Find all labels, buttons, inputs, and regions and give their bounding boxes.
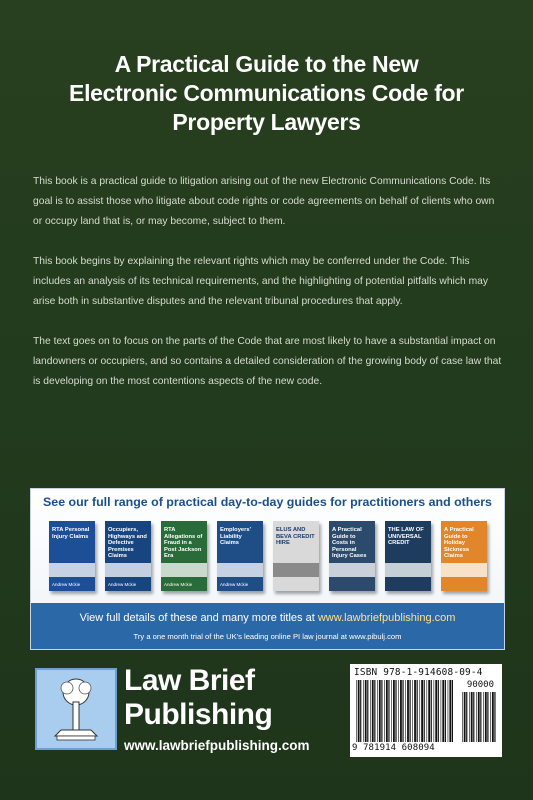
title-line: Electronic Communications Code for [69,80,464,106]
blurb [33,172,503,412]
barcode-bar [360,680,361,742]
book-thumbnail-title: RTA Personal Injury Claims [52,527,90,540]
promo-heading: See our full range of practical day-to-day guides for practitioners and others [43,495,492,509]
barcode-bar [427,680,428,742]
barcode-bar [478,692,480,742]
barcode-bar [356,680,357,742]
barcode-bar [419,680,420,742]
barcode-bar [386,680,388,742]
tree-logo-drawing [37,670,115,748]
book-thumbnails [49,521,489,601]
blurb-paragraph: The text goes on to focus on the parts of the Code that are most likely to have a substantial impact on landowners or occupiers, and so contains a detailed consideration of the growing body of case law that is developing on the most contentions aspects of the new code. [33,336,502,387]
barcode-bar [435,680,437,742]
barcode-bar [384,680,385,742]
barcode-bar [424,680,425,742]
barcode-bar [441,680,442,742]
isbn-barcode-box [350,664,502,757]
book-thumbnail [105,521,151,591]
barcode-bar [434,680,435,742]
barcode-digits: 9 781914 608094 [352,743,435,753]
book-thumbnail [329,521,375,591]
barcode-bar [363,680,364,742]
barcode-bar [407,680,409,742]
promo-website-link[interactable]: www.lawbriefpublishing.com [317,612,456,624]
promo-footer [31,603,504,649]
barcode-bar [448,680,449,742]
barcode-bar [412,680,413,742]
book-thumbnail-title: A Practical Guide to Holiday Sickness Claims [444,527,474,559]
barcode-bar [452,680,453,742]
book-thumbnail-author: Andrew Mckie [220,582,249,587]
barcode-bar [471,692,473,742]
barcode-bar [414,680,416,742]
book-thumbnail-title: ELUS AND BEVA CREDIT HIRE [276,527,315,546]
barcode-bar [377,680,378,742]
barcode-bar [431,680,432,742]
barcode-bar [405,680,406,742]
barcode-bar [469,692,470,742]
barcode-bar [483,692,484,742]
barcode-bar [494,692,495,742]
barcode-bar [462,692,463,742]
isbn-label: ISBN 978-1-914608-09-4 [354,667,483,678]
book-thumbnail-title: Occupiers, Highways and Defective Premises Claims [108,527,147,559]
blurb-paragraph: This book is a practical guide to litigation arising out of the new Electronic Communications Code. Its goal is to assist those who litigate about code rights or code agreements on behalf of clients who own or occupy land that is, or may become, subject to them. [33,176,495,227]
book-thumbnail-author: Andrew Mckie [52,582,81,587]
book-thumbnail [273,521,319,591]
title-line: A Practical Guide to the New [114,51,419,77]
barcode-bar [365,680,367,742]
barcode-bar [449,680,451,742]
barcode-bar [476,692,477,742]
book-thumbnail [49,521,95,591]
book-thumbnail [161,521,207,591]
barcode-bar [393,680,395,742]
barcode-bar [381,680,382,742]
barcode-bar [379,680,381,742]
promo-footer-text: View full details of these and many more titles at www.lawbriefpublishing.com [79,612,456,624]
blurb-paragraph: This book begins by explaining the relevant rights which may be conferred under the Code. This includes an analysis of its technical requirements, and the highlighting of potential pitfalls which may arise both in substantive disputes and the relevant tribunal procedures that apply. [33,256,489,307]
barcode-bar [370,680,371,742]
book-thumbnail-title: A Practical Guide to Costs in Personal Injury Cases [332,527,367,559]
barcode-bar [466,692,467,742]
barcode-bar [487,692,488,742]
barcode-bar [402,680,403,742]
promo-banner [30,488,505,650]
publisher-name-line: Law Brief [124,664,255,697]
barcode-bar [372,680,374,742]
book-title [20,50,513,137]
barcode-bar [388,680,389,742]
book-thumbnail-title: RTA Allegations of Fraud in a Post Jackson Era [164,527,203,559]
barcode-bar [421,680,423,742]
barcode-bar [398,680,399,742]
barcode-bar [473,692,474,742]
isbn-price-addon: 90000 [466,680,494,690]
barcode-addon-icon [462,692,496,742]
barcode-bar [428,680,430,742]
book-thumbnail [385,521,431,591]
barcode-bar [490,692,491,742]
tree-logo-icon [35,668,117,750]
barcode-bar [492,692,494,742]
title-line: Property Lawyers [172,109,361,135]
barcode-bar [410,680,411,742]
barcode-bar [480,692,481,742]
barcode-icon [356,680,454,742]
barcode-bar [438,680,439,742]
publisher-name [124,664,272,732]
barcode-bar [400,680,402,742]
book-thumbnail [217,521,263,591]
publisher-website[interactable]: www.lawbriefpublishing.com [124,738,310,753]
barcode-bar [417,680,418,742]
barcode-bar [395,680,396,742]
barcode-bar [391,680,392,742]
book-thumbnail [441,521,487,591]
book-thumbnail-title: Employers' Liability Claims [220,527,252,546]
barcode-bar [367,680,368,742]
book-thumbnail-author: Andrew Mckie [164,582,193,587]
publisher-name-line: Publishing [124,698,273,731]
barcode-bar [485,692,487,742]
book-thumbnail-author: Andrew Mckie [108,582,137,587]
promo-trial-text: Try a one month trial of the UK's leading online PI law journal at www.pibulj.com [133,632,402,641]
barcode-bar [445,680,446,742]
barcode-bar [464,692,466,742]
barcode-bar [358,680,360,742]
book-thumbnail-title: THE LAW OF UNIVERSAL CREDIT [388,527,424,546]
barcode-bar [374,680,375,742]
barcode-bar [442,680,444,742]
